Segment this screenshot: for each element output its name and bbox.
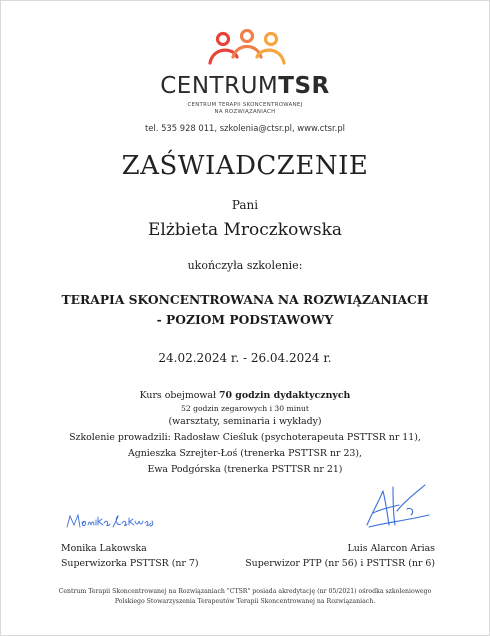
left-signer-name: Monika Lakowska: [61, 543, 147, 554]
leaders-line3: Ewa Podgórska (trenerka PSTTSR nr 21): [147, 464, 343, 475]
completed-text: ukończyła szkolenie:: [187, 259, 303, 272]
brand-name: CENTRUMTSR: [160, 73, 330, 99]
contact-info: tel. 535 928 011, szkolenia@ctsr.pl, www.ctsr.pl: [145, 123, 345, 133]
leaders-line1: Szkolenie prowadzili: Radosław Cieśluk (psychoterapeuta PSTTSR nr 11),: [69, 432, 421, 443]
brand-subtitle-line1: CENTRUM TERAPII SKONCENTROWANEJ: [187, 102, 303, 108]
clock-hours: 52 godzin zegarowych i 30 minut: [181, 404, 309, 413]
course-name-line1: TERAPIA SKONCENTROWANA NA ROZWIĄZANIACH: [61, 292, 429, 307]
right-signer-name: Luis Alarcon Arias: [347, 543, 435, 554]
salutation: Pani: [231, 198, 259, 212]
footer-accreditation-line2: Polskiego Stowarzyszenia Terapeutów Terapii Skoncentrowanej na Rozwiązaniach.: [114, 598, 376, 605]
ctsr-logo-icon: [207, 29, 287, 71]
course-name-line2: - POZIOM PODSTAWOWY: [156, 312, 334, 327]
footer-accreditation-line1: Centrum Terapii Skoncentrowanej na Rozwiązaniach "CTSR" posiada akredytację (nr 05/2021) ośrodka szkoleniowego: [58, 588, 432, 595]
leaders-line2: Agnieszka Szrejter-Łoś (trenerka PSTTSR nr 23),: [127, 448, 363, 459]
course-dates: 24.02.2024 r. - 26.04.2024 r.: [158, 351, 332, 365]
left-signature-image: [63, 509, 157, 533]
course-forms: (warsztaty, seminaria i wykłady): [168, 416, 322, 427]
course-hours: Kurs obejmował 70 godzin dydaktycznych: [139, 390, 351, 401]
certificate-title: ZAŚWIADCZENIE: [121, 151, 369, 181]
recipient-name: Elżbieta Mroczkowska: [147, 220, 343, 240]
left-signer-role: Superwizorka PSTTSR (nr 7): [61, 558, 199, 569]
brand-subtitle-line2: NA ROZWIĄZANIACH: [214, 109, 276, 115]
right-signature-image: [363, 481, 435, 531]
right-signer-role: Superwizor PTP (nr 56) i PSTTSR (nr 6): [245, 558, 435, 569]
